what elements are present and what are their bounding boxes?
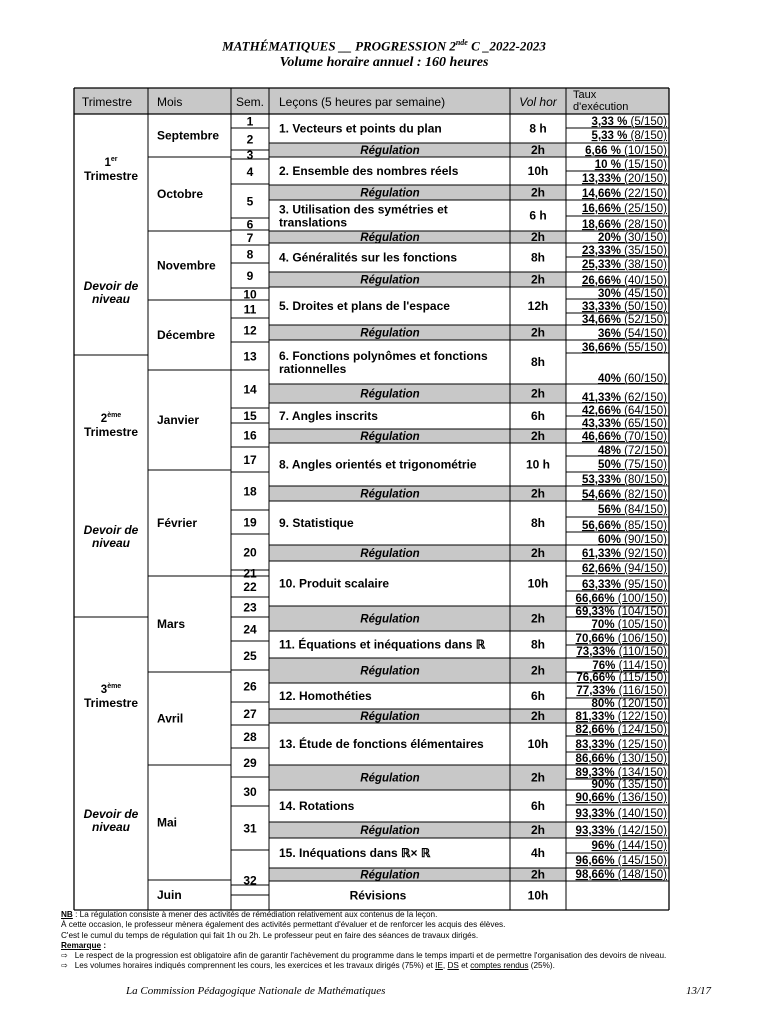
week-number: 18 xyxy=(243,484,257,499)
lesson-label: 3. Utilisation des symétries et translations xyxy=(279,202,448,230)
month-label: Mai xyxy=(157,815,178,830)
execution-rate: 62,66% (94/150) xyxy=(581,563,667,575)
column-header-taux: Taux xyxy=(573,89,597,101)
execution-rate: 53,33% (80/150) xyxy=(581,474,667,486)
month-label: Novembre xyxy=(157,258,216,273)
volume-horaire: 2h xyxy=(530,867,546,882)
volume-horaire: 8h xyxy=(530,637,546,652)
document-subtitle: Volume horaire annuel : 160 heures xyxy=(279,55,489,70)
devoir-de-niveau: niveau xyxy=(91,292,131,306)
execution-rate: 93,33% (142/150) xyxy=(575,825,667,837)
volume-horaire: 2h xyxy=(530,325,546,340)
column-header-vol-hor: Vol hor xyxy=(519,95,557,109)
execution-rate: 36,66% (55/150) xyxy=(581,342,667,354)
execution-rate: 96% (144/150) xyxy=(591,840,667,852)
week-number: 24 xyxy=(243,622,257,637)
execution-rate: 73,33% (110/150) xyxy=(576,646,667,658)
note-remarque: Remarque : xyxy=(61,940,107,950)
execution-rate: 80% (120/150) xyxy=(591,698,667,710)
execution-rate: 82,66% (124/150) xyxy=(575,724,667,736)
arrow-icon: ⇨ xyxy=(61,961,68,971)
execution-rate: 26,66% (40/150) xyxy=(581,275,667,287)
execution-rate: 16,66% (25/150) xyxy=(581,203,667,215)
lesson-label: 2. Ensemble des nombres réels xyxy=(279,164,459,178)
trimester-label: Trimestre xyxy=(83,425,139,439)
execution-rate: 56,66% (85/150) xyxy=(581,520,667,532)
trimester-label: Trimestre xyxy=(83,696,139,710)
note-bullet: ⇨ Les volumes horaires indiqués comprennent les cours, les exercices et les travaux dirigés (75%) et IE, DS et comptes rendus (25%). xyxy=(61,961,555,971)
volume-horaire: 4h xyxy=(530,846,546,860)
note-line: C'est le cumul du temps de régulation qui fait 1h ou 2h. Le professeur peut en faire des séances de travaux dirigés. xyxy=(61,930,479,940)
arrow-icon: ⇨ xyxy=(61,951,68,961)
week-number: 28 xyxy=(243,730,257,744)
week-number: 1 xyxy=(246,114,254,129)
volume-horaire: 10h xyxy=(527,164,549,178)
week-number: 9 xyxy=(246,269,254,283)
month-label: Mars xyxy=(157,617,186,631)
lesson-label: 9. Statistique xyxy=(279,516,354,530)
execution-rate: 23,33% (35/150) xyxy=(581,245,667,257)
lesson-label: 15. Inéquations dans ℝ× ℝ xyxy=(279,846,431,860)
volume-horaire: 6h xyxy=(530,409,546,423)
column-header-mois: Mois xyxy=(157,95,183,109)
volume-horaire: 10h xyxy=(527,576,549,591)
lesson-label: 12. Homothéties xyxy=(279,689,372,703)
volume-horaire: 8h xyxy=(530,355,546,369)
execution-rate: 48% (72/150) xyxy=(597,445,667,457)
execution-rate: 43,33% (65/150) xyxy=(581,418,667,430)
week-number: 10 xyxy=(243,287,257,302)
week-number: 21 xyxy=(243,566,257,581)
week-number: 8 xyxy=(246,247,254,262)
lesson-label: 5. Droites et plans de l'espace xyxy=(279,299,450,313)
execution-rate: 89,33% (134/150) xyxy=(575,767,667,779)
execution-rate: 3,33 % (5/150) xyxy=(591,116,667,128)
note-nb: NB : La régulation consiste à mener des activités de rémédiation relativement aux contenus de la leçon. xyxy=(61,910,438,919)
execution-rate: 46,66% (70/150) xyxy=(581,431,667,443)
execution-rate: 70,66% (106/150) xyxy=(575,633,667,645)
regulation-label: Régulation xyxy=(360,187,420,200)
lesson-label: 13. Étude de fonctions élémentaires xyxy=(279,737,484,751)
week-number: 23 xyxy=(243,600,257,615)
execution-rate: 86,66% (130/150) xyxy=(575,753,667,765)
volume-horaire: 6h xyxy=(530,799,546,813)
week-number: 19 xyxy=(243,515,257,530)
note-bullet: ⇨ Le respect de la progression est obligatoire afin de garantir l'achèvement du programme dans le temps imparti et de permettre l'organisation des devoirs de niveau. xyxy=(61,951,667,961)
month-label: Février xyxy=(157,516,198,530)
execution-rate: 42,66% (64/150) xyxy=(581,405,667,417)
volume-horaire: 8h xyxy=(530,250,546,265)
week-number: 14 xyxy=(243,382,257,397)
regulation-label: Régulation xyxy=(360,772,420,785)
execution-rate: 69,33% (104/150) xyxy=(575,606,667,618)
execution-rate: 6,66 % (10/150) xyxy=(585,145,667,157)
devoir-de-niveau: niveau xyxy=(91,820,131,834)
week-number: 22 xyxy=(243,580,257,594)
execution-rate: 96,66% (145/150) xyxy=(575,855,667,867)
execution-rate: 63,33% (95/150) xyxy=(581,579,667,591)
regulation-label: Régulation xyxy=(360,869,420,882)
volume-horaire: 2h xyxy=(530,272,546,287)
week-number: 5 xyxy=(246,194,254,209)
devoir-de-niveau: Devoir de xyxy=(83,279,139,293)
volume-horaire: 6 h xyxy=(529,208,547,223)
volume-horaire: 2h xyxy=(530,546,546,560)
regulation-label: Régulation xyxy=(360,232,420,244)
week-number: 26 xyxy=(243,679,257,694)
execution-rate: 33,33% (50/150) xyxy=(581,301,667,313)
devoir-de-niveau: Devoir de xyxy=(83,807,139,821)
execution-rate: 40% (60/150) xyxy=(597,373,667,385)
volume-horaire: 2h xyxy=(530,823,546,837)
month-label: Septembre xyxy=(157,128,220,143)
volume-horaire: 12h xyxy=(527,299,549,313)
regulation-label: Régulation xyxy=(360,665,420,678)
week-number: 15 xyxy=(243,409,257,423)
execution-rate: 93,33% (140/150) xyxy=(575,808,667,820)
execution-rate: 66,66% (100/150) xyxy=(575,593,667,605)
week-number: 20 xyxy=(243,545,257,560)
volume-horaire: 10h xyxy=(527,737,549,751)
execution-rate: 56% (84/150) xyxy=(597,504,667,516)
execution-rate: 18,66% (28/150) xyxy=(581,219,667,231)
week-number: 16 xyxy=(243,428,257,443)
execution-rate: 10 % (15/150) xyxy=(594,159,667,171)
trimester-number: 1er xyxy=(104,156,118,169)
footer-commission: La Commission Pédagogique Nationale de Mathématiques xyxy=(126,985,386,997)
week-number: 25 xyxy=(243,649,257,663)
document-title: MATHÉMATIQUES __ PROGRESSION 2nde C _2022-2023 xyxy=(222,38,546,54)
execution-rate: 70% (105/150) xyxy=(591,619,667,631)
week-number: 27 xyxy=(243,707,257,721)
execution-rate: 61,33% (92/150) xyxy=(581,548,667,560)
trimester-label: Trimestre xyxy=(83,169,139,183)
volume-horaire: 2h xyxy=(530,611,546,626)
note-line: À cette occasion, le professeur mènera également des activités permettant d'évaluer et de renforcer les acquis des élèves. xyxy=(61,920,506,930)
execution-rate: 81,33% (122/150) xyxy=(575,711,667,723)
regulation-label: Régulation xyxy=(360,274,420,287)
week-number: 4 xyxy=(246,165,254,179)
month-label: Décembre xyxy=(157,328,216,342)
regulation-label: Régulation xyxy=(360,488,420,501)
execution-rate: 5,33 % (8/150) xyxy=(591,130,667,142)
regulation-label: Régulation xyxy=(360,145,420,157)
execution-rate: 20% (30/150) xyxy=(597,232,667,244)
volume-horaire: 10h xyxy=(527,888,549,903)
month-label: Juin xyxy=(157,888,182,902)
volume-horaire: 2h xyxy=(530,230,546,244)
execution-rate: 13,33% (20/150) xyxy=(581,173,667,185)
volume-horaire: 2h xyxy=(530,709,546,723)
trimester-number: 2ème xyxy=(100,412,122,425)
regulation-label: Régulation xyxy=(360,431,420,443)
week-number: 3 xyxy=(246,148,254,162)
week-number: 29 xyxy=(243,756,257,770)
month-label: Avril xyxy=(157,711,184,726)
execution-rate: 50% (75/150) xyxy=(597,459,667,471)
lesson-label: 1. Vecteurs et points du plan xyxy=(279,121,442,136)
trimester-number: 3ème xyxy=(100,683,122,696)
execution-rate: 77,33% (116/150) xyxy=(576,685,667,697)
column-header-execution: d'exécution xyxy=(573,101,629,113)
volume-horaire: 8 h xyxy=(529,121,547,136)
execution-rate: 34,66% (52/150) xyxy=(581,314,667,326)
execution-rate: 41,33% (62/150) xyxy=(581,392,667,404)
volume-horaire: 2h xyxy=(530,770,546,785)
page-number: 13/17 xyxy=(686,985,712,997)
volume-horaire: 10 h xyxy=(525,457,551,472)
execution-rate: 54,66% (82/150) xyxy=(581,489,667,501)
execution-rate: 30% (45/150) xyxy=(597,288,667,300)
lesson-label: 10. Produit scalaire xyxy=(279,576,390,591)
volume-horaire: 2h xyxy=(530,143,546,157)
volume-horaire: 2h xyxy=(530,185,546,200)
column-header-trimestre: Trimestre xyxy=(81,95,133,109)
month-label: Octobre xyxy=(157,187,204,201)
lesson-label: 14. Rotations xyxy=(279,799,355,813)
regulation-label: Régulation xyxy=(360,548,420,560)
execution-rate: 36% (54/150) xyxy=(597,328,667,340)
volume-horaire: 2h xyxy=(530,486,546,501)
volume-horaire: 2h xyxy=(530,663,546,678)
column-header-lecons: Leçons (5 heures par semaine) xyxy=(279,95,446,109)
lesson-label: 6. Fonctions polynômes et fonctions rationnelles xyxy=(279,349,488,376)
week-number: 6 xyxy=(246,217,254,232)
regulation-label: Régulation xyxy=(360,711,420,723)
week-number: 12 xyxy=(243,323,257,338)
devoir-de-niveau: Devoir de xyxy=(83,523,139,537)
volume-horaire: 2h xyxy=(530,386,546,401)
execution-rate: 76,66% (115/150) xyxy=(576,672,667,684)
lesson-label: Révisions xyxy=(349,888,407,903)
week-number: 11 xyxy=(243,302,257,317)
regulation-label: Régulation xyxy=(360,825,420,837)
notes-block xyxy=(61,910,761,972)
execution-rate: 76% (114/150) xyxy=(592,660,667,672)
execution-rate: 90,66% (136/150) xyxy=(575,792,667,804)
volume-horaire: 2h xyxy=(530,429,546,443)
regulation-label: Régulation xyxy=(360,388,420,401)
lesson-label: 11. Équations et inéquations dans ℝ xyxy=(279,637,486,652)
volume-horaire: 8h xyxy=(530,516,546,530)
execution-rate: 60% (90/150) xyxy=(597,534,667,546)
week-number: 13 xyxy=(243,349,257,364)
lesson-label: 4. Généralités sur les fonctions xyxy=(279,250,458,265)
regulation-label: Régulation xyxy=(360,613,420,626)
regulation-label: Régulation xyxy=(360,327,420,340)
execution-rate: 25,33% (38/150) xyxy=(581,259,667,271)
week-number: 2 xyxy=(246,132,254,147)
volume-horaire: 6h xyxy=(530,689,546,703)
month-label: Janvier xyxy=(157,413,200,427)
devoir-de-niveau: niveau xyxy=(91,536,131,550)
execution-rate: 90% (135/150) xyxy=(591,779,667,791)
lesson-label: 8. Angles orientés et trigonométrie xyxy=(279,457,477,472)
column-header-semaine: Sem. xyxy=(235,95,265,109)
execution-rate: 98,66% (148/150) xyxy=(575,869,667,881)
week-number: 30 xyxy=(243,785,257,799)
week-number: 7 xyxy=(246,231,254,245)
execution-rate: 83,33% (125/150) xyxy=(575,739,667,751)
lesson-label: 7. Angles inscrits xyxy=(279,409,378,423)
week-number: 32 xyxy=(243,873,257,888)
week-number: 17 xyxy=(243,453,257,467)
execution-rate: 14,66% (22/150) xyxy=(581,188,667,200)
week-number: 31 xyxy=(243,821,257,836)
